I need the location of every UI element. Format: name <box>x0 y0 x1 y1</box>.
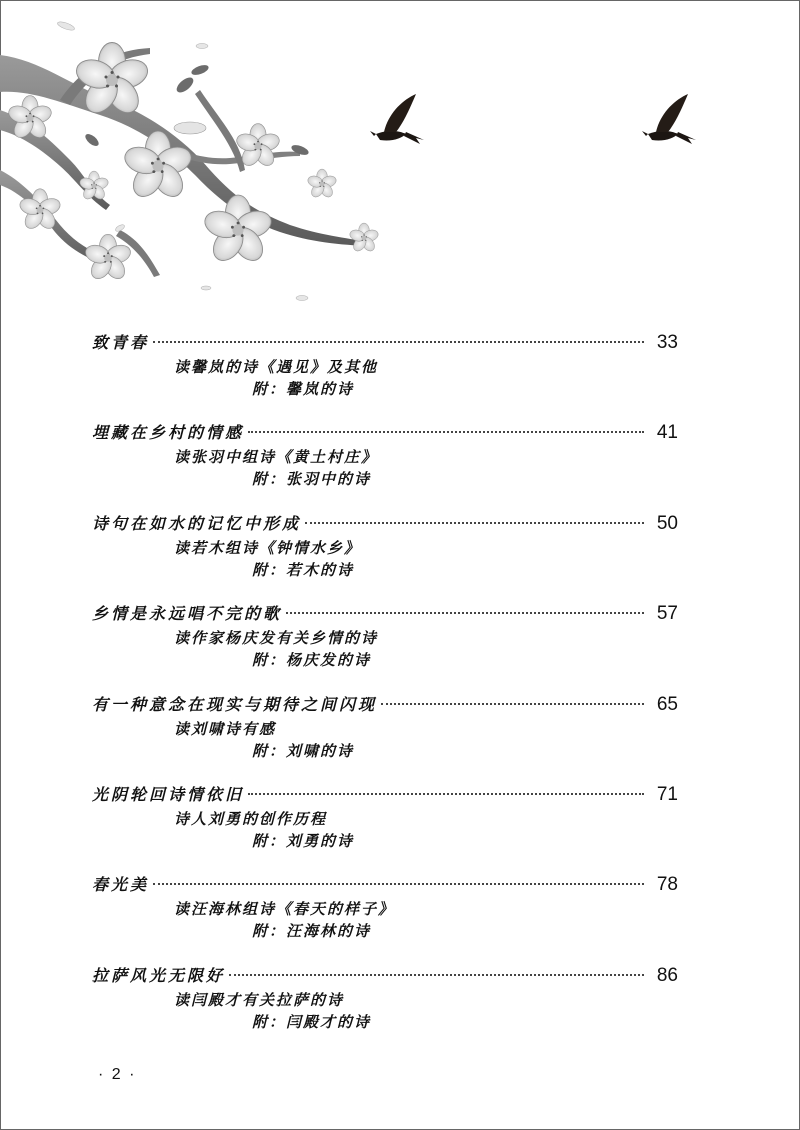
toc-entry-title: 光阴轮回诗情依旧 <box>92 784 245 804</box>
toc-entry-appendix: 附：闫殿才的诗 <box>252 1012 372 1031</box>
toc-entry[interactable] <box>92 601 678 691</box>
dot-leader <box>305 522 644 524</box>
toc-entry[interactable] <box>92 692 678 782</box>
toc-entry[interactable] <box>92 420 678 510</box>
toc-entry[interactable] <box>92 511 678 601</box>
toc-entry[interactable] <box>92 782 678 872</box>
toc-entry-subtitle: 诗人刘勇的创作历程 <box>174 809 328 828</box>
bird-right-icon <box>642 94 696 144</box>
toc-entry-appendix: 附：若木的诗 <box>252 560 355 579</box>
toc-entry-title: 诗句在如水的记忆中形成 <box>92 513 302 533</box>
toc-entry-appendix: 附：汪海林的诗 <box>252 922 372 941</box>
toc-entry-appendix: 附：刘啸的诗 <box>252 741 355 760</box>
blossom-branch-illustration <box>0 0 800 320</box>
toc-entry-title: 春光美 <box>92 875 150 895</box>
toc-page-number: 41 <box>656 422 678 444</box>
toc-entry[interactable] <box>92 963 678 1053</box>
toc-entry-subtitle: 读闫殿才有关拉萨的诗 <box>174 990 345 1009</box>
toc-entry-appendix: 附：馨岚的诗 <box>252 380 355 398</box>
toc-entry-title: 埋藏在乡村的情感 <box>92 423 245 443</box>
toc-page-number: 71 <box>656 783 678 805</box>
toc-entry-appendix: 附：刘勇的诗 <box>252 831 355 850</box>
dot-leader <box>153 341 644 343</box>
toc-entry-title: 有一种意念在现实与期待之间闪现 <box>92 694 378 714</box>
toc-entry-appendix: 附：张羽中的诗 <box>252 470 372 489</box>
toc-entry-title: 乡情是永远唱不完的歌 <box>92 604 283 624</box>
toc-page-number: 78 <box>656 874 678 896</box>
toc-entry-subtitle: 读汪海林组诗《春天的样子》 <box>174 900 396 919</box>
toc-page-number: 57 <box>656 603 678 625</box>
toc-entry-subtitle: 读张羽中组诗《黄土村庄》 <box>174 448 379 467</box>
toc-entry-subtitle: 读馨岚的诗《遇见》及其他 <box>174 358 379 376</box>
toc-page-number: 50 <box>656 512 678 534</box>
dot-leader <box>153 883 644 885</box>
dot-leader <box>248 793 644 795</box>
toc-entry[interactable] <box>92 330 678 420</box>
dot-leader <box>381 703 644 705</box>
bird-left-icon <box>370 94 424 144</box>
toc-entry-subtitle: 读刘啸诗有感 <box>174 719 277 738</box>
toc-entry[interactable] <box>92 872 678 962</box>
toc-page-number: 65 <box>656 693 678 715</box>
toc-entry-title: 拉萨风光无限好 <box>92 965 226 985</box>
toc-entry-title: 致青春 <box>92 333 150 352</box>
dot-leader <box>248 431 644 433</box>
toc-entry-appendix: 附：杨庆发的诗 <box>252 651 372 670</box>
footer-page-number: · 2 · <box>98 1066 137 1083</box>
table-of-contents <box>92 330 678 1053</box>
toc-page-number: 86 <box>656 964 678 986</box>
dot-leader <box>229 974 644 976</box>
dot-leader <box>286 612 644 614</box>
toc-entry-subtitle: 读若木组诗《钟情水乡》 <box>174 538 362 557</box>
toc-entry-subtitle: 读作家杨庆发有关乡情的诗 <box>174 629 379 648</box>
toc-page-number: 33 <box>656 332 678 353</box>
